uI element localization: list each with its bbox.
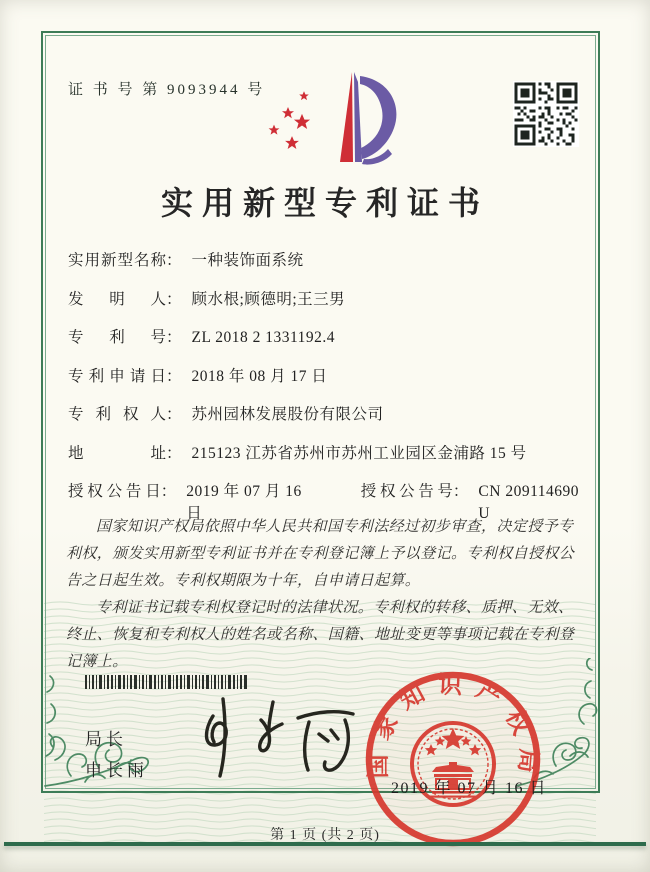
field-inventors: 发明人 ： 顾水根;顾德明;王三男: [68, 289, 588, 311]
legal-paragraph-2: 专利证书记载专利权登记时的法律状况。专利权的转移、质押、无效、终止、恢复和专利权人的姓名或名称、国籍、地址变更等事项记载在专利登记簿上。: [66, 600, 575, 670]
legal-text-block: [66, 514, 580, 676]
fields-block: [68, 250, 588, 542]
signature-shen-changyu: [183, 694, 363, 782]
official-seal: [362, 668, 544, 850]
field-patent-number: 专利号 ： ZL 2018 2 1331192.4: [68, 327, 588, 349]
field-value: 一种装饰面系统: [191, 252, 304, 269]
certificate-number: 证 书 号 第 9093944 号: [68, 82, 266, 98]
grant-number-label: 授权公告号: [360, 483, 453, 500]
field-label: 地址: [68, 444, 166, 462]
field-label: 专利号: [68, 329, 166, 346]
seal-org-text: 国家知识产权局: [365, 672, 542, 786]
field-value: 2018 年 08 月 17 日: [191, 367, 328, 385]
field-value: 苏州园林发展股份有限公司: [191, 406, 384, 423]
signer-title: 局长: [85, 730, 127, 749]
page-number: 第 1 页 (共 2 页): [270, 828, 380, 843]
field-patentee: 专利权人 ： 苏州园林发展股份有限公司: [68, 404, 588, 426]
field-label: 专利权人: [68, 406, 166, 423]
field-label: 实用新型名称: [68, 252, 166, 269]
field-value: ZL 2018 2 1331192.4: [191, 329, 336, 346]
field-value: 顾水根;顾德明;王三男: [191, 290, 346, 308]
signer-name: 申长雨: [85, 761, 148, 780]
qr-code: [513, 81, 579, 147]
barcode: [85, 675, 247, 689]
field-utility-model-name: 实用新型名称 ： 一种装饰面系统: [68, 250, 588, 272]
grant-date-value: 2019 年 07 月 16 日: [186, 483, 302, 522]
grant-seal-date: 2019 年 07 月 16 日: [391, 780, 548, 797]
grant-date-label: 授权公告日: [68, 483, 161, 500]
signer-block: [85, 724, 148, 786]
legal-paragraph-1: 国家知识产权局依照中华人民共和国专利法经过初步审查，决定授予专利权，颁发实用新型专利证书并在专利登记簿上予以登记。专利权自授权公告之日起生效。专利权期限为十年，自申请日起算。: [66, 519, 575, 589]
field-label: 发明人: [68, 290, 166, 308]
field-address: 地址 ： 215123 江苏省苏州市苏州工业园区金浦路 15 号: [68, 443, 588, 465]
field-label: 专利申请日: [68, 367, 166, 385]
field-grant-row: 授权公告日 ： 2019 年 07 月 16 日 授权公告号 ： CN 209114690 U: [68, 481, 588, 525]
field-value: 215123 江苏省苏州市苏州工业园区金浦路 15 号: [191, 444, 527, 462]
certificate-title: 实用新型专利证书: [160, 185, 489, 221]
cnipa-logo-icon: [252, 64, 407, 169]
field-filing-date: 专利申请日 ： 2018 年 08 月 17 日: [68, 366, 588, 388]
grant-number-value: CN 209114690 U: [478, 483, 579, 522]
